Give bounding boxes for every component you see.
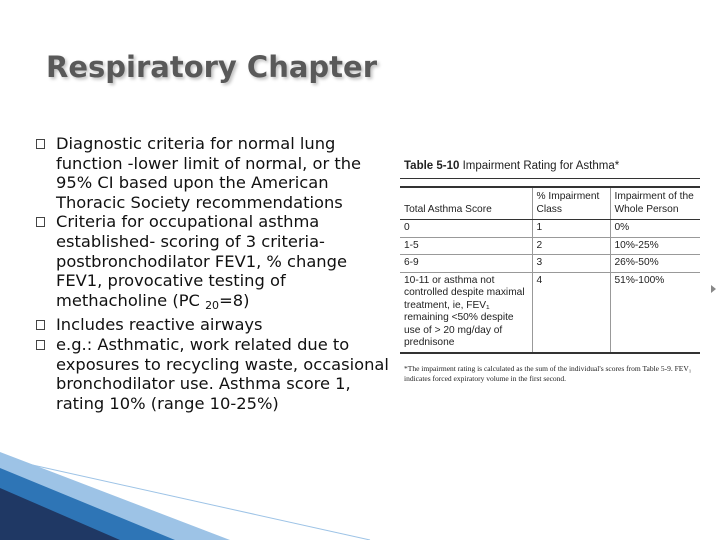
table-cell: 4 — [532, 272, 610, 353]
table-footnote: *The impairment rating is calculated as the sum of the individual's scores from Table 5-9. FEV₁ indicates forced expiratory volume in the first second. — [404, 363, 692, 383]
square-bullet-icon — [36, 217, 45, 227]
table-caption-title: Impairment Rating for Asthma* — [462, 160, 620, 172]
table-cell: 1-5 — [400, 237, 532, 255]
table-cell: 10%-25% — [610, 237, 700, 255]
square-bullet-icon — [36, 340, 45, 350]
table-cell: 1 — [532, 220, 610, 238]
square-bullet-icon — [36, 320, 45, 330]
bullet-text: Criteria for occupational asthma established- scoring of 3 criteria- postbronchodilator FEV1, % change FEV1, provocative testing of methacholine (PC — [56, 212, 347, 310]
table-cell: 0% — [610, 220, 700, 238]
table-row — [400, 220, 700, 238]
table-row — [400, 237, 700, 255]
scroll-arrow-icon — [711, 285, 716, 293]
bullet-item — [36, 212, 391, 315]
bullet-item — [36, 335, 391, 413]
table-cell: 2 — [532, 237, 610, 255]
table-header-row — [400, 187, 700, 220]
slide-title: Respiratory Chapter — [46, 50, 378, 84]
table-row — [400, 272, 700, 353]
bullet-text: Includes reactive airways — [56, 315, 263, 335]
header-total-asthma-score: Total Asthma Score — [400, 187, 532, 220]
header-whole-person: Impairment of the Whole Person — [610, 187, 700, 220]
table-cell: 0 — [400, 220, 532, 238]
table-caption — [400, 148, 700, 179]
bullet-text: Diagnostic criteria for normal lung function -lower limit of normal, or the 95% CI based upon the American Thoracic Society recommendations — [56, 134, 362, 212]
table-cell: 26%-50% — [610, 255, 700, 273]
header-impairment-class: % Impairment Class — [532, 187, 610, 220]
table-cell: 3 — [532, 255, 610, 273]
bullet-text: e.g.: Asthmatic, work related due to exposures to recycling waste, occasional bronchodilator use. Asthma score 1, rating 10% (range 10-25%) — [56, 334, 389, 413]
table-cell: 51%-100% — [610, 272, 700, 353]
table-cell: 6-9 — [400, 255, 532, 273]
corner-decoration — [0, 450, 380, 540]
table-caption-number: Table 5-10 — [404, 160, 460, 172]
bullet-list — [36, 134, 391, 413]
bullet-text-end: =8) — [219, 290, 250, 310]
impairment-table — [400, 186, 700, 354]
table-row — [400, 255, 700, 273]
square-bullet-icon — [36, 139, 45, 149]
bullet-subscript: 20 — [205, 298, 220, 312]
impairment-table-figure — [400, 148, 700, 384]
bullet-item — [36, 315, 391, 335]
table-cell: 10-11 or asthma not controlled despite maximal treatment, ie, FEV₁ remaining <50% despite use of > 20 mg/day of prednisone — [404, 274, 525, 348]
bullet-item — [36, 134, 391, 212]
